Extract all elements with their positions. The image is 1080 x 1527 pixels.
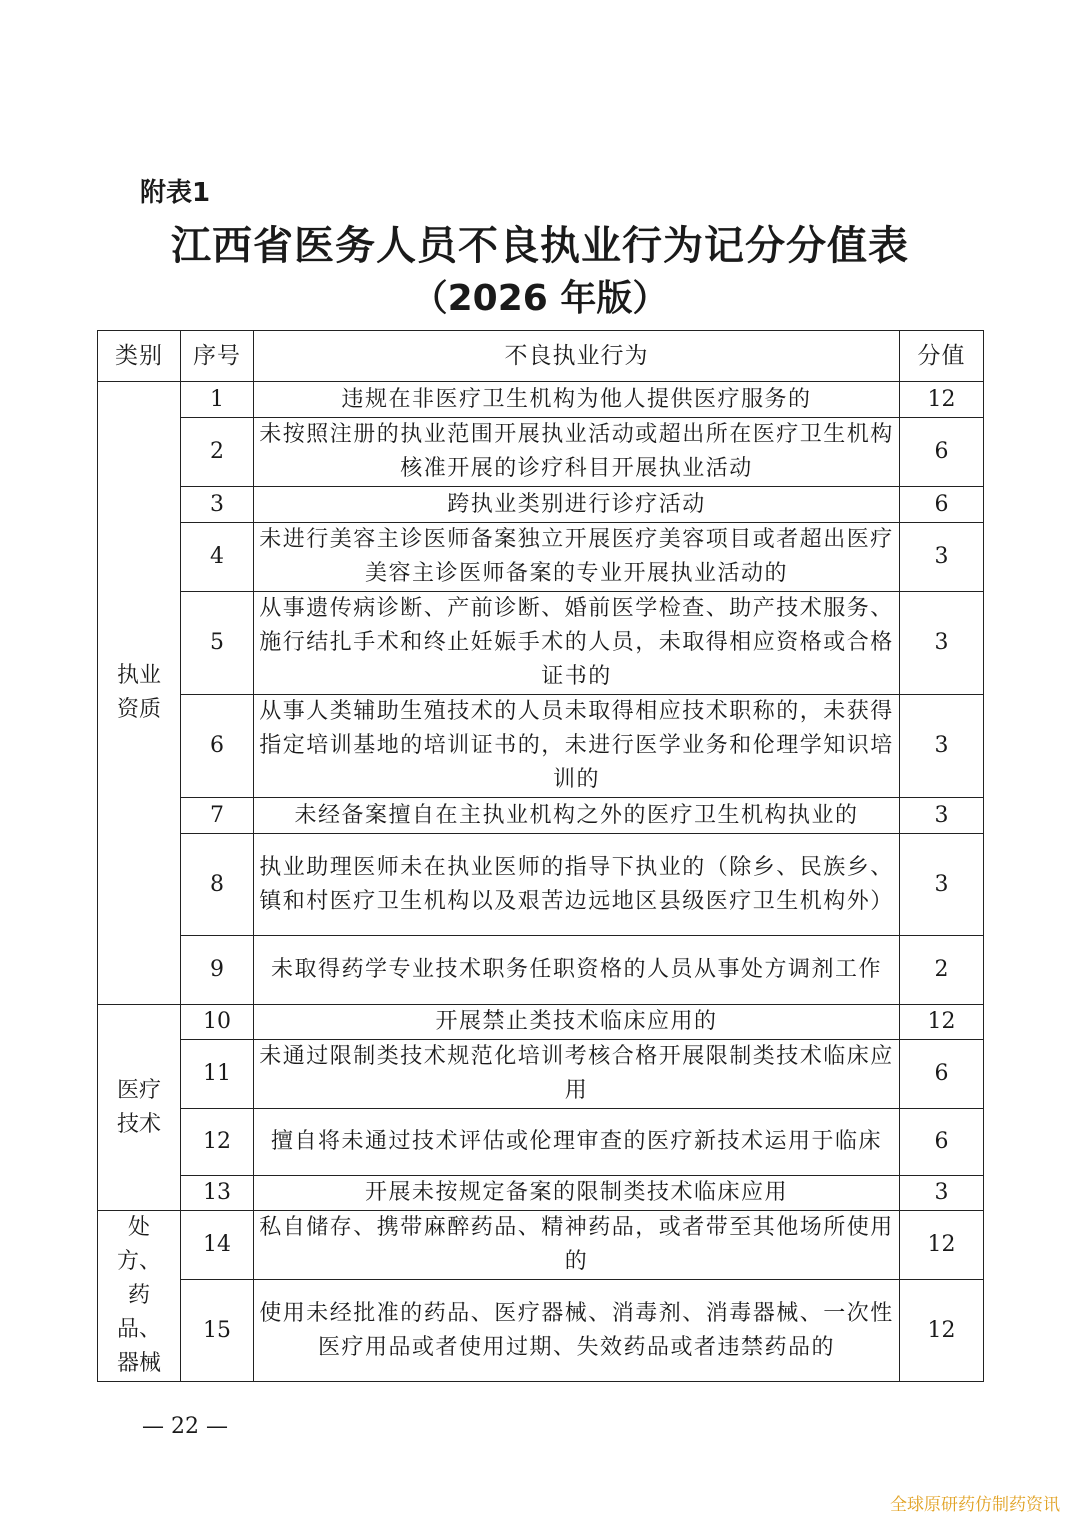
row-score: 3 [900, 523, 984, 592]
row-score: 3 [900, 695, 984, 798]
row-number: 1 [181, 382, 254, 418]
row-behavior: 未进行美容主诊医师备案独立开展医疗美容项目或者超出医疗美容主诊医师备案的专业开展执业活动的 [254, 523, 900, 592]
header-category: 类别 [98, 331, 181, 382]
category-cell [98, 1211, 181, 1382]
row-number: 3 [181, 487, 254, 523]
row-score: 3 [900, 798, 984, 834]
row-number: 14 [181, 1211, 254, 1280]
row-behavior: 执业助理医师未在执业医师的指导下执业的（除乡、民族乡、镇和村医疗卫生机构以及艰苦边远地区县级医疗卫生机构外） [254, 834, 900, 936]
watermark-text: 全球原研药仿制药资讯 [890, 1495, 1060, 1515]
row-score: 12 [900, 382, 984, 418]
table-row [98, 695, 984, 798]
row-behavior: 开展未按规定备案的限制类技术临床应用 [254, 1176, 900, 1211]
table-row [98, 523, 984, 592]
row-behavior: 违规在非医疗卫生机构为他人提供医疗服务的 [254, 382, 900, 418]
category-label: 执业资质 [116, 663, 161, 722]
document-subtitle: （2026 年版） [411, 278, 669, 319]
row-score: 6 [900, 1109, 984, 1176]
table-row [98, 418, 984, 487]
table-row [98, 1211, 984, 1280]
row-score: 12 [900, 1211, 984, 1280]
category-label: 医疗技术 [116, 1077, 161, 1137]
appendix-label: 附表1 [140, 178, 211, 208]
row-score: 3 [900, 592, 984, 695]
document-title: 江西省医务人员不良执业行为记分分值表 [171, 223, 909, 269]
row-number: 9 [181, 936, 254, 1005]
table-row [98, 1109, 984, 1176]
row-behavior: 从事人类辅助生殖技术的人员未取得相应技术职称的，未获得指定培训基地的培训证书的，未进行医学业务和伦理学知识培训的 [254, 695, 900, 798]
row-score: 3 [900, 834, 984, 936]
row-number: 12 [181, 1109, 254, 1176]
table-row [98, 936, 984, 1005]
row-number: 2 [181, 418, 254, 487]
row-number: 10 [181, 1005, 254, 1040]
row-behavior: 未按照注册的执业范围开展执业活动或超出所在医疗卫生机构核准开展的诊疗科目开展执业活动 [254, 418, 900, 487]
category-label: 处方、药品、器械 [116, 1215, 161, 1376]
row-number: 11 [181, 1040, 254, 1109]
row-number: 8 [181, 834, 254, 936]
category-cell [98, 382, 181, 1005]
header-behavior: 不良执业行为 [254, 331, 900, 382]
page-number: — 22 — [142, 1414, 228, 1439]
row-score: 3 [900, 1176, 984, 1211]
row-behavior: 未通过限制类技术规范化培训考核合格开展限制类技术临床应用 [254, 1040, 900, 1109]
row-behavior: 跨执业类别进行诊疗活动 [254, 487, 900, 523]
row-number: 13 [181, 1176, 254, 1211]
row-behavior: 未取得药学专业技术职务任职资格的人员从事处方调剂工作 [254, 936, 900, 1005]
row-behavior: 擅自将未通过技术评估或伦理审查的医疗新技术运用于临床 [254, 1109, 900, 1176]
row-behavior: 未经备案擅自在主执业机构之外的医疗卫生机构执业的 [254, 798, 900, 834]
table-row [98, 834, 984, 936]
row-score: 12 [900, 1005, 984, 1040]
row-behavior: 使用未经批准的药品、医疗器械、消毒剂、消毒器械、一次性医疗用品或者使用过期、失效药品或者违禁药品的 [254, 1280, 900, 1382]
row-behavior: 开展禁止类技术临床应用的 [254, 1005, 900, 1040]
table-row [98, 1005, 984, 1040]
table-row [98, 592, 984, 695]
row-behavior: 私自储存、携带麻醉药品、精神药品，或者带至其他场所使用的 [254, 1211, 900, 1280]
row-score: 6 [900, 1040, 984, 1109]
row-number: 5 [181, 592, 254, 695]
header-number: 序号 [181, 331, 254, 382]
row-score: 6 [900, 418, 984, 487]
row-score: 6 [900, 487, 984, 523]
row-number: 7 [181, 798, 254, 834]
category-cell [98, 1005, 181, 1211]
table-row [98, 1176, 984, 1211]
row-score: 2 [900, 936, 984, 1005]
table-header-row [98, 331, 984, 382]
score-table [97, 330, 984, 1382]
table-row [98, 382, 984, 418]
row-behavior: 从事遗传病诊断、产前诊断、婚前医学检查、助产技术服务、施行结扎手术和终止妊娠手术的人员，未取得相应资格或合格证书的 [254, 592, 900, 695]
row-number: 6 [181, 695, 254, 798]
table-row [98, 798, 984, 834]
row-number: 15 [181, 1280, 254, 1382]
table-row [98, 1280, 984, 1382]
table-row [98, 1040, 984, 1109]
row-score: 12 [900, 1280, 984, 1382]
row-number: 4 [181, 523, 254, 592]
table-row [98, 487, 984, 523]
header-score: 分值 [900, 331, 984, 382]
